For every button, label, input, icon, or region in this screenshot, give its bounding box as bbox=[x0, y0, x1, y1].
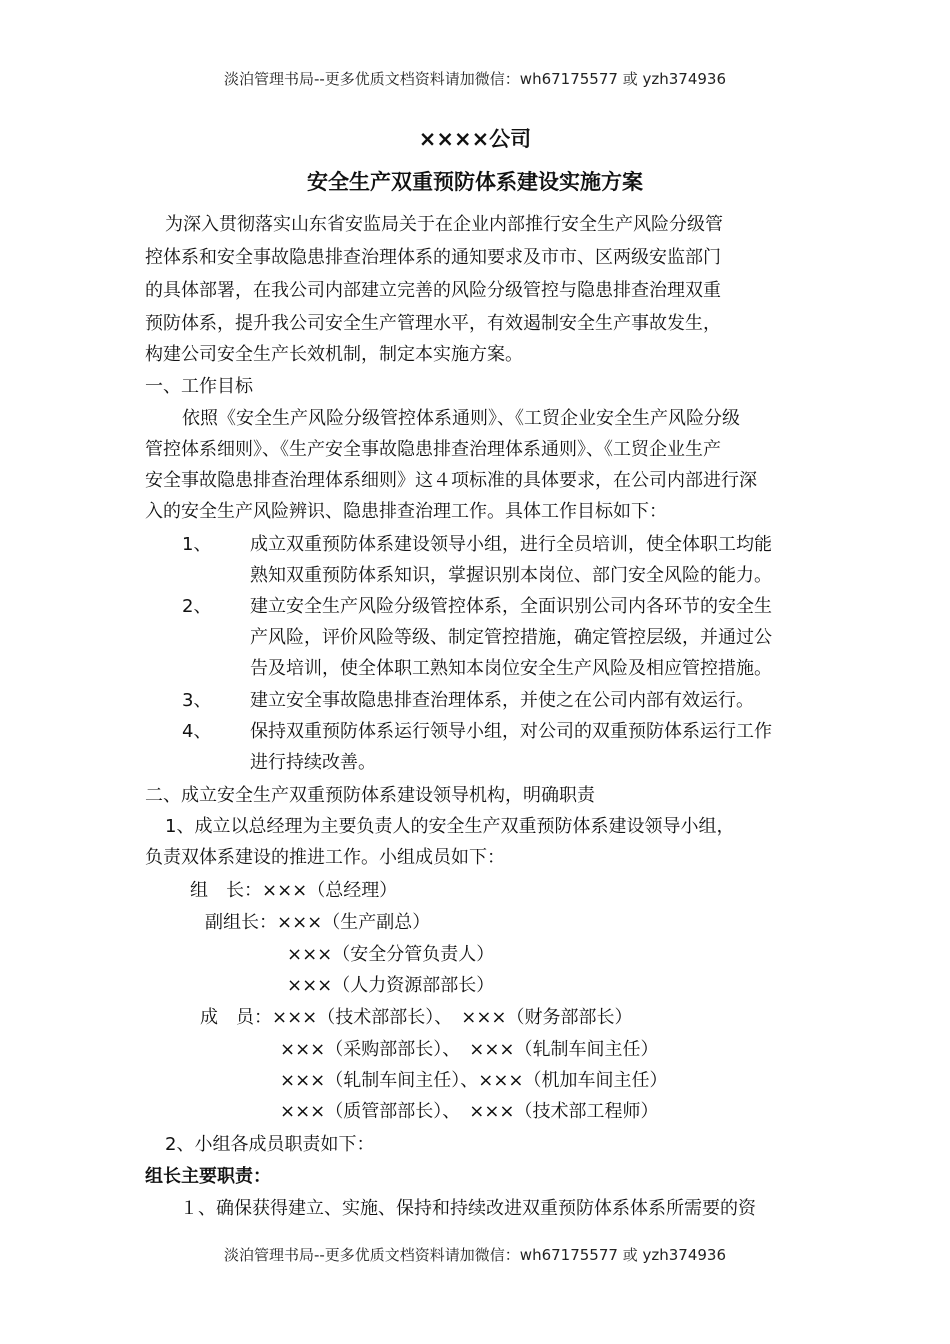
intro-line: 构建公司安全生产长效机制，制定本实施方案。 bbox=[145, 344, 523, 365]
list-item-line: 进行持续改善。 bbox=[250, 752, 376, 773]
company-title: ××××公司 bbox=[418, 127, 532, 151]
team-members: ×××（轧制车间主任）、×××（机加车间主任） bbox=[280, 1070, 668, 1091]
list-number: 2、 bbox=[182, 596, 212, 617]
list-item-line: 产风险，评价风险等级、制定管控措施，确定管控层级，并通过公 bbox=[250, 627, 772, 648]
page-footer: 淡泊管理书局--更多优质文档资料请加微信：wh67175577 或 yzh374936 bbox=[223, 1246, 726, 1264]
team-deputy: ×××（安全分管负责人） bbox=[287, 944, 495, 965]
section1-para-line: 依照《安全生产风险分级管控体系通则》、《工贸企业安全生产风险分级 bbox=[182, 408, 740, 429]
section1-heading: 一、工作目标 bbox=[145, 376, 253, 397]
team-members: ×××（采购部部长）、 ×××（轧制车间主任） bbox=[280, 1039, 659, 1060]
section1-para-line: 安全事故隐患排查治理体系细则》这４项标准的具体要求，在公司内部进行深 bbox=[145, 470, 757, 491]
team-deputy: ×××（人力资源部部长） bbox=[287, 975, 495, 996]
section1-para-line: 入的安全生产风险辨识、隐患排查治理工作。具体工作目标如下： bbox=[145, 501, 667, 522]
list-number: 4、 bbox=[182, 721, 212, 742]
section2-heading: 二、成立安全生产双重预防体系建设领导机构，明确职责 bbox=[145, 785, 595, 806]
duty-heading: 组长主要职责： bbox=[145, 1166, 271, 1187]
list-item-line: 建立安全生产风险分级管控体系，全面识别公司内各环节的安全生 bbox=[250, 596, 772, 617]
list-item-line: 建立安全事故隐患排查治理体系，并使之在公司内部有效运行。 bbox=[250, 690, 754, 711]
intro-line: 为深入贯彻落实山东省安监局关于在企业内部推行安全生产风险分级管 bbox=[165, 214, 723, 235]
section1-para-line: 管控体系细则》、《生产安全事故隐患排查治理体系通则》、《工贸企业生产 bbox=[145, 439, 721, 460]
section2-para-line: 负责双体系建设的推进工作。小组成员如下： bbox=[145, 847, 505, 868]
list-item-line: 保持双重预防体系运行领导小组，对公司的双重预防体系运行工作 bbox=[250, 721, 772, 742]
intro-line: 控体系和安全事故隐患排查治理体系的通知要求及市市、区两级安监部门 bbox=[145, 247, 721, 268]
list-number: 3、 bbox=[182, 690, 212, 711]
team-members: 成 员：×××（技术部部长）、 ×××（财务部部长） bbox=[200, 1007, 633, 1028]
list-number: 1、 bbox=[182, 534, 212, 555]
list-item-line: 成立双重预防体系建设领导小组，进行全员培训，使全体职工均能 bbox=[250, 534, 772, 555]
team-deputy: 副组长：×××（生产副总） bbox=[205, 912, 431, 933]
team-members: ×××（质管部部长）、 ×××（技术部工程师） bbox=[280, 1101, 659, 1122]
intro-line: 预防体系，提升我公司安全生产管理水平，有效遏制安全生产事故发生， bbox=[145, 313, 721, 334]
intro-line: 的具体部署，在我公司内部建立完善的风险分级管控与隐患排查治理双重 bbox=[145, 280, 721, 301]
duty-line: １、确保获得建立、实施、保持和持续改进双重预防体系体系所需要的资 bbox=[180, 1198, 756, 1219]
page-header: 淡泊管理书局--更多优质文档资料请加微信：wh67175577 或 yzh374936 bbox=[223, 70, 726, 88]
document-title: 安全生产双重预防体系建设实施方案 bbox=[307, 170, 643, 194]
list-item-line: 熟知双重预防体系知识，掌握识别本岗位、部门安全风险的能力。 bbox=[250, 565, 772, 586]
section2-para-line: 1、成立以总经理为主要负责人的安全生产双重预防体系建设领导小组， bbox=[165, 816, 735, 837]
list-item-line: 告及培训，使全体职工熟知本岗位安全生产风险及相应管控措施。 bbox=[250, 658, 772, 679]
team-leader: 组 长：×××（总经理） bbox=[190, 880, 398, 901]
section2-para-line: 2、小组各成员职责如下： bbox=[165, 1134, 375, 1155]
